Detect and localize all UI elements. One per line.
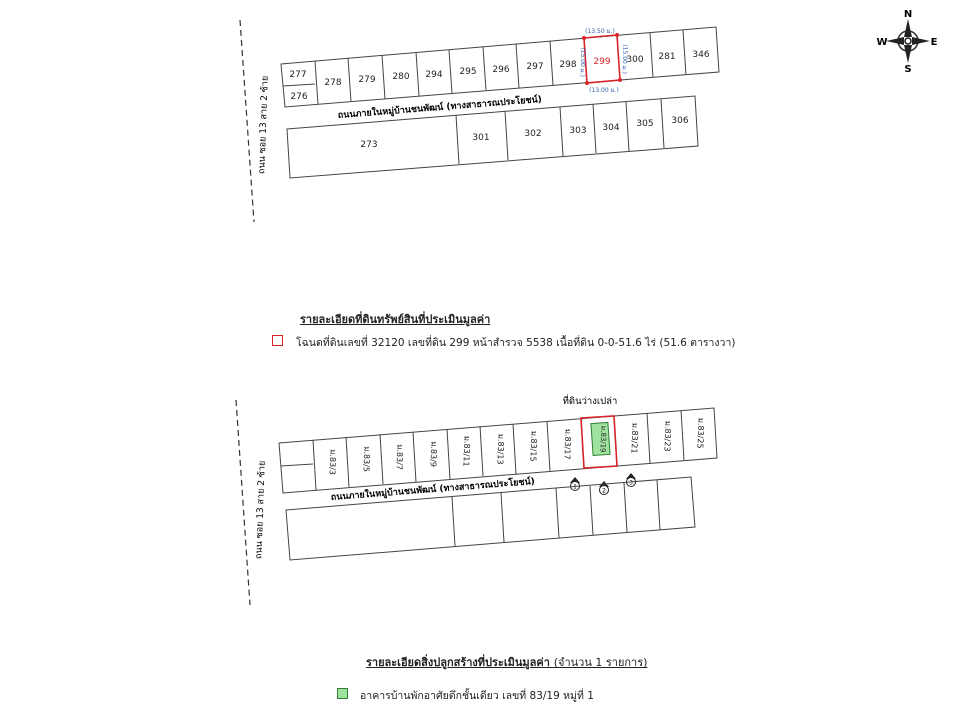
side-road-label: ถนน ซอย 13 สาย 2 ซ้าย xyxy=(254,460,268,560)
plot-number: 302 xyxy=(524,129,542,139)
compass-east-label: E xyxy=(930,37,938,48)
side-road-edge xyxy=(236,400,250,605)
plot-number: 306 xyxy=(671,116,689,126)
side-road-label: ถนน ซอย 13 สาย 2 ซ้าย xyxy=(257,75,271,175)
house-number: ม.83/7 xyxy=(394,444,405,471)
plot-number: 305 xyxy=(636,119,654,129)
house-number: ม.83/23 xyxy=(662,420,673,452)
svg-text:1: 1 xyxy=(573,483,577,491)
house-number: ม.83/13 xyxy=(495,433,506,465)
building-detail-heading-text: รายละเอียดสิ่งปลูกสร้างที่ประเมินมูลค่า xyxy=(366,656,550,669)
plot-number: 295 xyxy=(459,67,477,77)
svg-text:3: 3 xyxy=(629,479,633,487)
plot-number: 300 xyxy=(626,55,644,65)
parcel-legend-text: โฉนดที่ดินเลขที่ 32120 เลขที่ดิน 299 หน้าสำรวจ 5538 เนื้อที่ดิน 0-0-51.6 ไร่ (51.6 ตารางวา) xyxy=(296,337,736,349)
cadastral-map xyxy=(240,20,719,222)
compass-north-label: N xyxy=(903,9,913,20)
plot-number: 281 xyxy=(658,52,676,62)
svg-text:2: 2 xyxy=(602,487,606,495)
compass-south-label: S xyxy=(904,64,912,75)
dimension-top: (13.50 ม.) xyxy=(585,28,615,35)
compass-west-label: W xyxy=(876,37,888,48)
house-number: ม.83/15 xyxy=(528,430,539,462)
land-detail-heading: รายละเอียดที่ดินทรัพย์สินที่ประเมินมูลค่า xyxy=(300,313,491,326)
house-number-subject: ม.83/19 xyxy=(598,425,608,453)
dimension-right: (15.00 ม.) xyxy=(620,44,629,74)
house-number: ม.83/11 xyxy=(461,435,472,467)
building-map xyxy=(236,394,717,605)
plot-number: 301 xyxy=(472,133,490,143)
photo-marker xyxy=(599,481,609,495)
plot-number: 294 xyxy=(425,70,443,80)
plot-number: 298 xyxy=(559,60,577,70)
internal-road-label: ถนนภายในหมู่บ้านชนพัฒน์ (ทางสาธารณประโยชน์) xyxy=(330,476,536,504)
plot-number: 276 xyxy=(290,92,308,102)
building-count: (จำนวน 1 รายการ) xyxy=(553,656,648,669)
dimension-bottom: (13.00 ม.) xyxy=(589,87,619,94)
plot-number: 297 xyxy=(526,62,544,72)
house-number: ม.83/17 xyxy=(562,428,573,460)
plot-number: 278 xyxy=(324,78,342,88)
photo-marker xyxy=(570,477,580,491)
plot-number: 296 xyxy=(492,65,510,75)
plot-number: 280 xyxy=(392,72,410,82)
dimension-left: (15.00 ม.) xyxy=(578,47,587,77)
plot-number-subject: 299 xyxy=(593,57,611,67)
house-number: ม.83/3 xyxy=(327,449,338,476)
house-number: ม.83/25 xyxy=(695,417,706,449)
compass-rose-icon xyxy=(876,9,937,75)
side-road-edge xyxy=(240,20,254,222)
plot-number: 277 xyxy=(289,70,307,80)
house-number: ม.83/9 xyxy=(428,441,439,468)
internal-road-label: ถนนภายในหมู่บ้านชนพัฒน์ (ทางสาธารณประโยชน์) xyxy=(337,94,543,122)
plot-number: 279 xyxy=(358,75,376,85)
photo-marker xyxy=(626,473,636,487)
vacant-land-label: ที่ดินว่างเปล่า xyxy=(562,396,618,407)
house-number: ม.83/21 xyxy=(629,422,640,454)
building-legend-swatch xyxy=(337,688,348,699)
plot-number: 346 xyxy=(692,50,710,60)
plot-number: 304 xyxy=(602,123,620,133)
plot-number: 273 xyxy=(360,140,378,150)
building-detail-heading xyxy=(366,653,647,671)
plot-number: 303 xyxy=(569,126,587,136)
parcel-legend-swatch xyxy=(272,335,283,346)
building-legend-text: อาคารบ้านพักอาศัยตึกชั้นเดียว เลขที่ 83/19 หมู่ที่ 1 xyxy=(360,690,594,702)
house-number: ม.83/5 xyxy=(361,446,372,473)
